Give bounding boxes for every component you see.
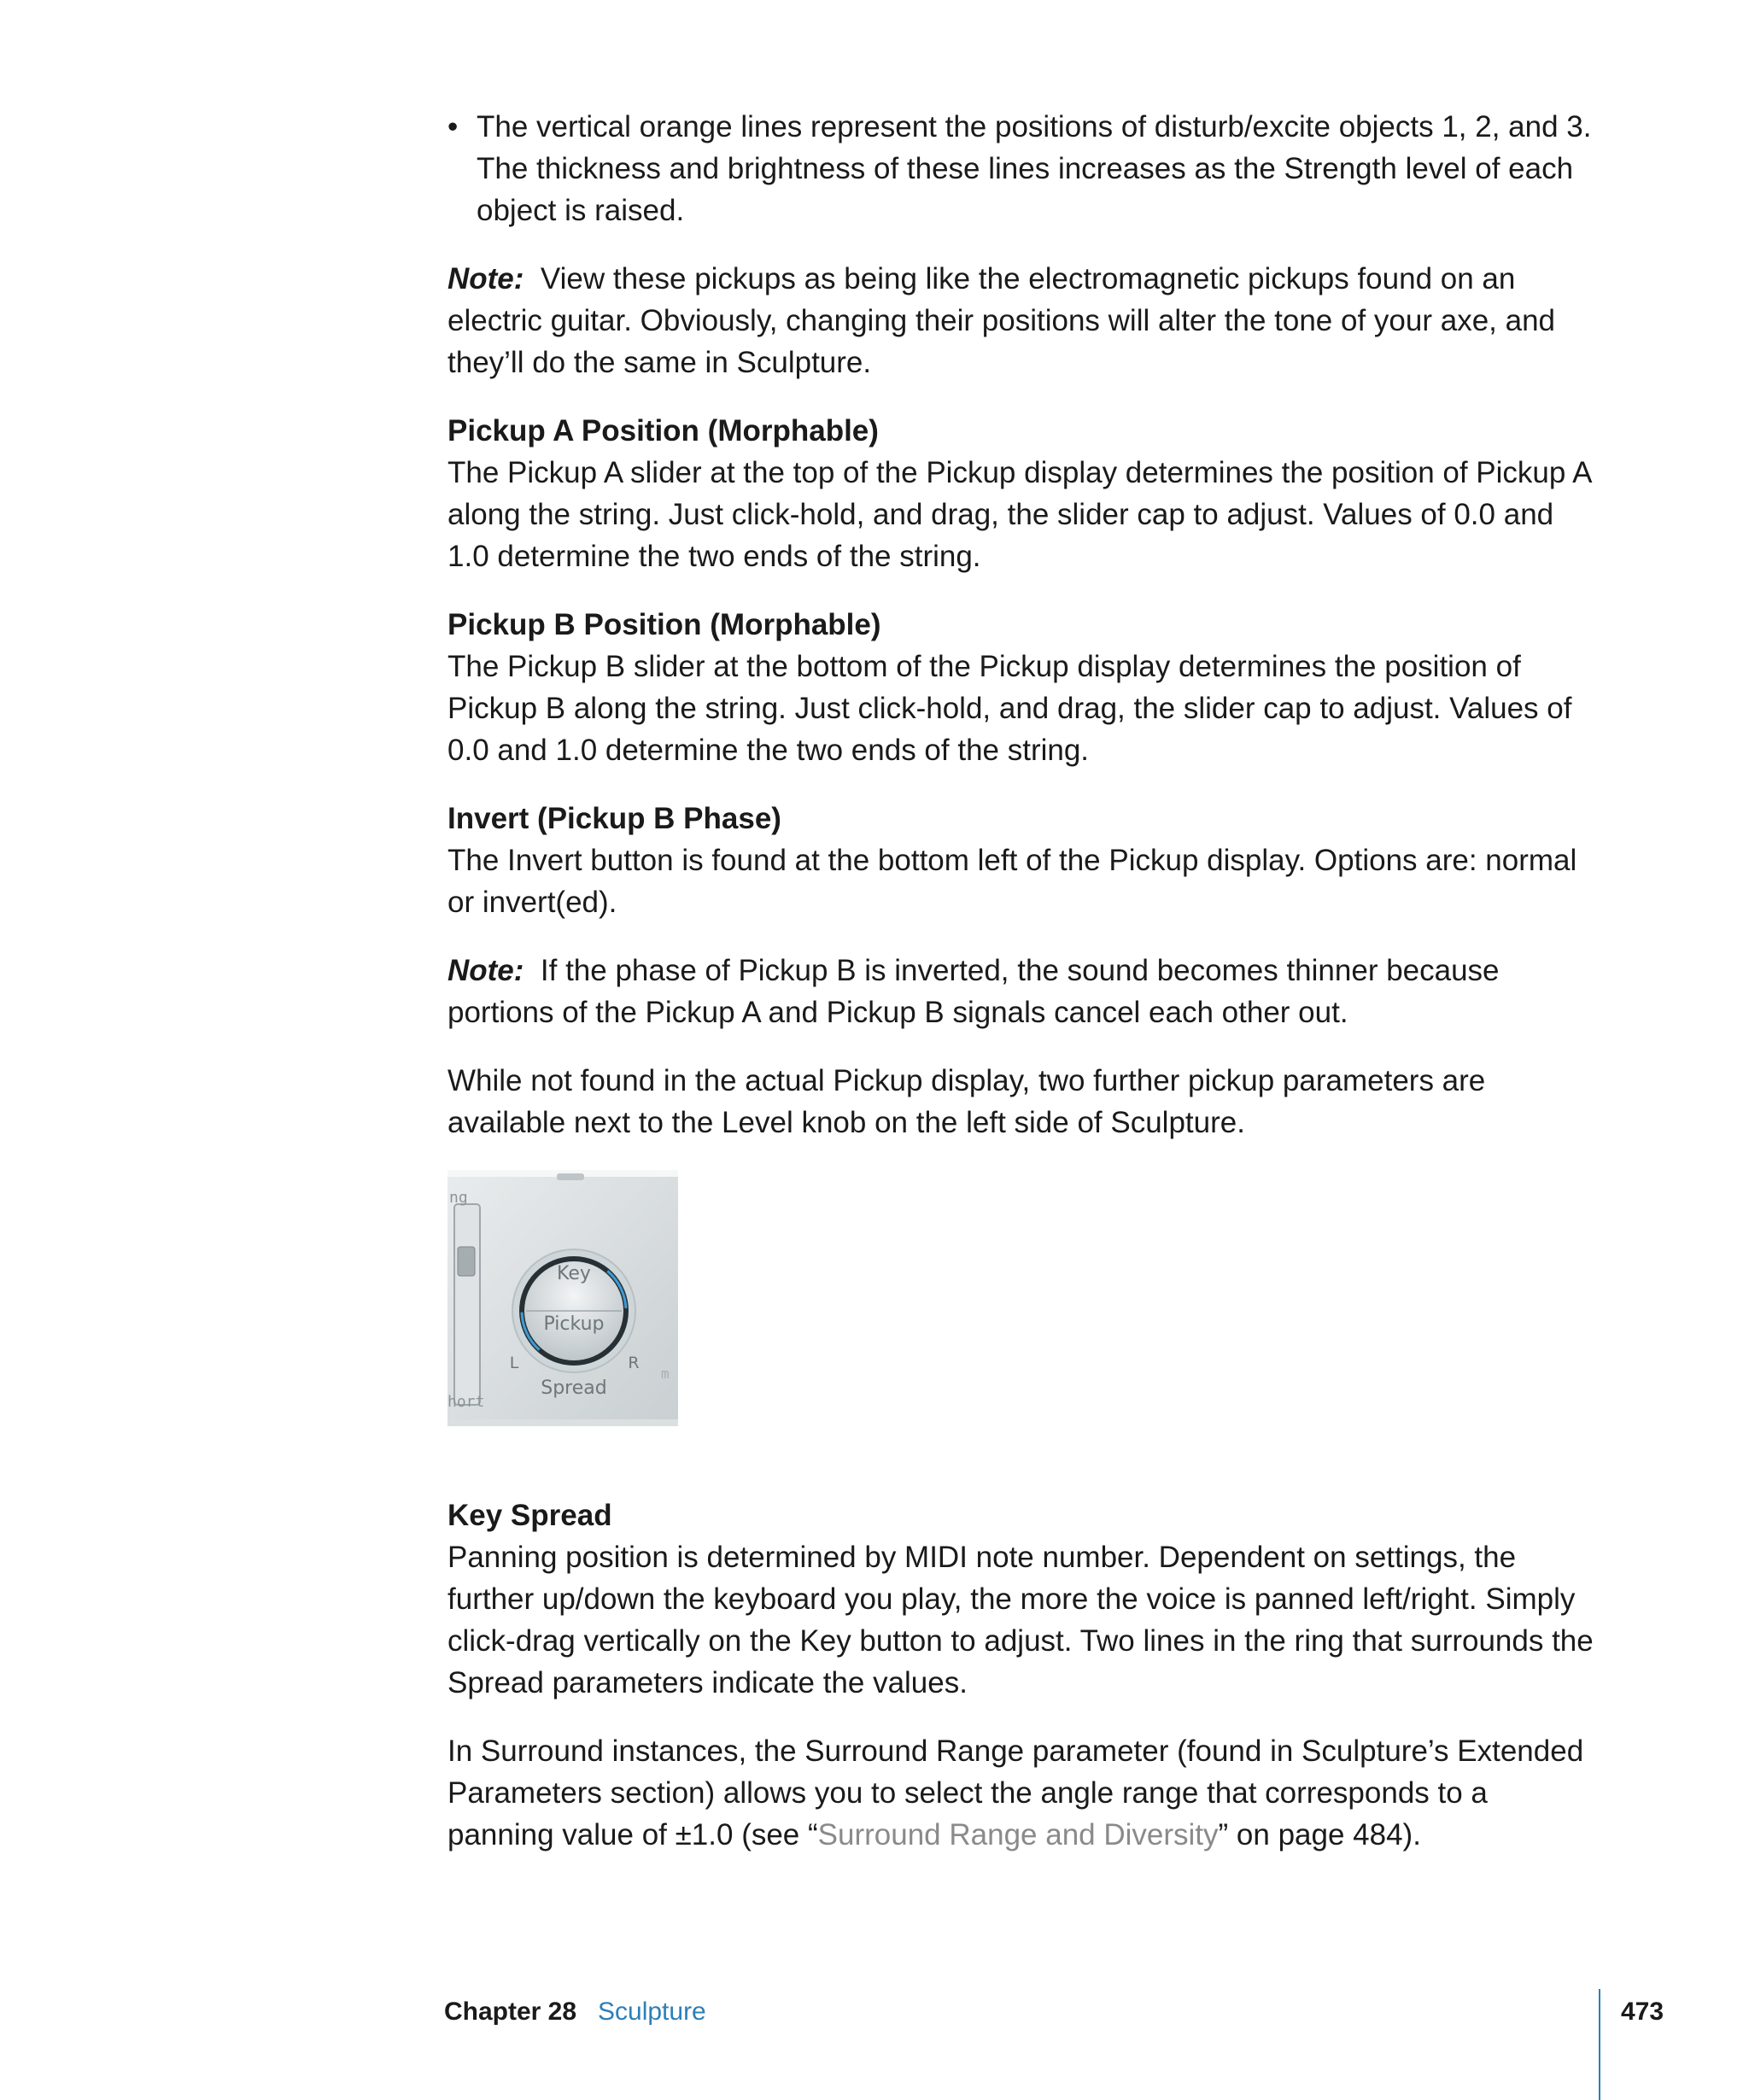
key-label[interactable]: Key bbox=[557, 1263, 591, 1284]
para-level-knob: While not found in the actual Pickup display, two further pickup parameters are available next to the Level knob on the left side of Sculpture. bbox=[447, 1064, 1486, 1139]
body-pickup-b: The Pickup B slider at the bottom of the Pickup display determines the position of Pickup B along the string. Just click-hold, and drag, the slider cap to adjust. Values of 0.0 and 1.0 determine the two ends of the string. bbox=[447, 650, 1572, 767]
para-surround bbox=[447, 1730, 1596, 1856]
section-pickup-a bbox=[447, 410, 1596, 577]
key-pickup-spread-figure bbox=[447, 1170, 678, 1435]
note-text: View these pickups as being like the electromagnetic pickups found on an electric guitar. Obviously, changing their positions will alter the tone of your axe, and they’ll do the same in Sculpture. bbox=[447, 262, 1555, 379]
right-label: R bbox=[628, 1354, 640, 1372]
left-label: L bbox=[509, 1354, 519, 1372]
section-invert bbox=[447, 798, 1596, 923]
section-key-spread bbox=[447, 1495, 1596, 1704]
pickup-label: Pickup bbox=[543, 1313, 605, 1335]
spread-label[interactable]: Spread bbox=[541, 1378, 607, 1399]
heading-pickup-a: Pickup A Position (Morphable) bbox=[447, 414, 879, 447]
surround-text-after: ” on page 484). bbox=[1218, 1818, 1421, 1851]
slider-cap[interactable] bbox=[458, 1247, 475, 1276]
edge-label-right: m bbox=[661, 1366, 670, 1382]
heading-pickup-b: Pickup B Position (Morphable) bbox=[447, 608, 881, 641]
heading-invert: Invert (Pickup B Phase) bbox=[447, 802, 781, 835]
body-pickup-a: The Pickup A slider at the top of the Pickup display determines the position of Pickup A along the string. Just click-hold, and drag, the slider cap to adjust. Values of 0.0 and 1.0 determine the two ends of the string. bbox=[447, 456, 1591, 573]
key-pickup-spread-knob-image bbox=[447, 1170, 678, 1435]
note-label: Note: bbox=[447, 262, 524, 295]
edge-label-bottom: hort bbox=[447, 1393, 485, 1411]
note-phase bbox=[447, 950, 1596, 1033]
bullet-text: The vertical orange lines represent the positions of disturb/excite objects 1, 2, and 3. The thickness and brightness of these lines increases as the Strength level of each object is raised. bbox=[477, 110, 1592, 227]
note-label: Note: bbox=[447, 954, 524, 987]
heading-key-spread: Key Spread bbox=[447, 1499, 612, 1532]
body-invert: The Invert button is found at the bottom left of the Pickup display. Options are: normal or invert(ed). bbox=[447, 844, 1577, 919]
chapter-name-link[interactable]: Sculpture bbox=[598, 1998, 706, 2026]
bullet-marker: • bbox=[447, 110, 459, 143]
section-pickup-b bbox=[447, 604, 1596, 771]
bullet-item bbox=[447, 106, 1596, 231]
note-text: If the phase of Pickup B is inverted, the sound becomes thinner because portions of the Pickup A and Pickup B signals cancel each other out. bbox=[447, 954, 1500, 1029]
surround-text-before: In Surround instances, the Surround Range parameter (found in Sculpture’s Extended Parameters section) allows you to select the angle range that corresponds to a panning value of ±1.0 (see “ bbox=[447, 1734, 1584, 1851]
page-number: 473 bbox=[1621, 1998, 1664, 2026]
edge-label-top: ng bbox=[449, 1189, 468, 1207]
body-key-spread: Panning position is determined by MIDI note number. Dependent on settings, the further up/down the keyboard you play, the more the voice is panned left/right. Simply click-drag vertically on the Key button to adjust. Two lines in the ring that surrounds the Spread parameters indicate the values. bbox=[447, 1541, 1594, 1699]
surround-range-link[interactable]: Surround Range and Diversity bbox=[817, 1818, 1219, 1851]
footer-divider bbox=[1599, 1989, 1600, 2100]
slider-track[interactable] bbox=[454, 1204, 480, 1405]
page-footer bbox=[444, 1998, 1665, 2049]
page-content bbox=[447, 106, 1596, 1882]
chapter-label: Chapter 28 bbox=[444, 1998, 577, 2026]
note-pickups bbox=[447, 258, 1596, 383]
